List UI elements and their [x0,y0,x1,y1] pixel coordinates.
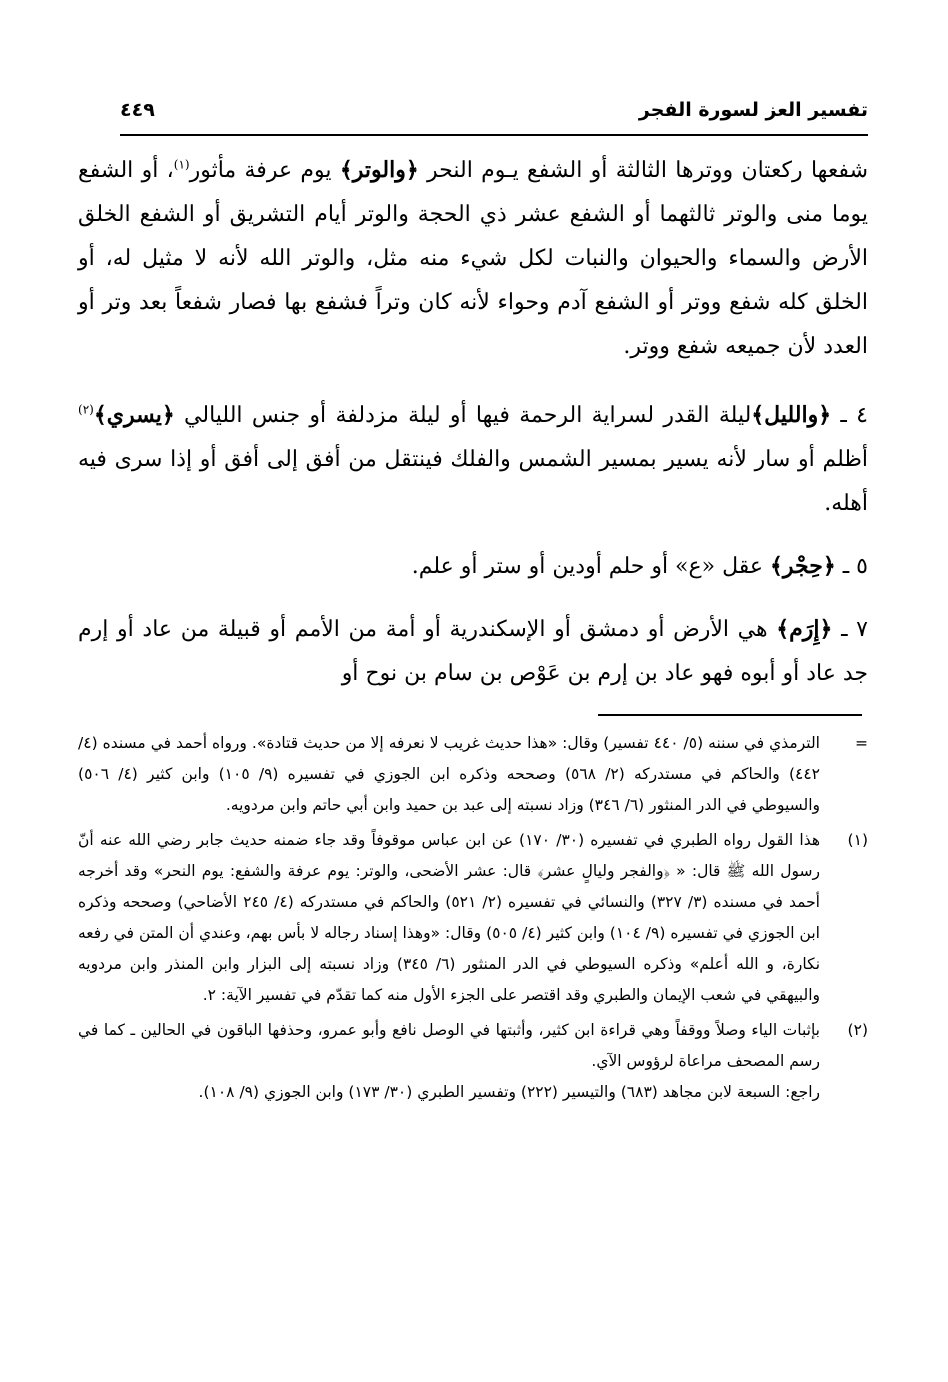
text-run: شفعها ركعتان ووترها الثالثة أو الشفع يـوم النحر [418,158,868,183]
footnote-marker: (١) [847,831,868,849]
running-header [120,96,868,136]
footnote-1 [78,825,868,1011]
text-run: يوم عرفة مأثور [189,158,340,183]
footnote-text: راجع: السبعة لابن مجاهد (٦٨٣) والتيسير (٢٢٢) وتفسير الطبري (٣٠/ ١٧٣) وابن الجوزي (٩/ ١٠٨). [198,1083,820,1101]
text-run: ، أو الشفع يوما منى والوتر ثالثهما أو الشفع عشر ذي الحجة والوتر أيام التشريق أو الشفع الخلق الأرض والسماء والحيوان والنبات لكل شيء منه مثل، والوتر الله لأنه لا مثيل له، أو الخلق كله شفع ووتر أو الشفع آدم وحواء لأنه كان وتراً فشفع بها فصار شفعاً بعد وتر أو العدد لأن جميعه شفع ووتر. [78,158,869,359]
footnote-marker: (٢) [847,1021,868,1039]
paragraph-verse-5 [78,544,868,589]
footnote-text: الترمذي في سننه (٥/ ٤٤٠ تفسير) وقال: «هذا حديث غريب لا نعرفه إلا من حديث قتادة». ورواه أحمد في مسنده (٤/ ٤٤٢) والحاكم في مستدركه (٢/ ٥٦٨) وصححه وذكره ابن الجوزي في تفسيره (٩/ ١٠٥) وابن كثير (٤/ ٥٠٦) والسيوطي في الدر المنثور (٦/ ٣٤٦) وزاد نسبته إلى عبد بن حميد وابن أبي حاتم وابن مردويه. [78,734,820,814]
header-title: تفسير العز لسورة الفجر [638,99,868,121]
paragraph-witr [78,148,868,369]
footnote-text: بإثبات الياء وصلاً ووقفاً وهي قراءة ابن كثير، وأثبتها في الوصل نافع وأبو عمرو، وحذفها الباقون في الحالين ـ كما في رسم المصحف مراعاة لرؤوس الآي. [78,1021,820,1070]
footnote-text: هذا القول رواه الطبري في تفسيره (٣٠/ ١٧٠) عن ابن عباس موقوفاً وقد جاء ضمنه حديث جابر رضي الله عنه أنّ رسول الله ﷺ قال: « ﴿والفجر وليالٍ عشر﴾ قال: عشر الأضحى، والوتر: يوم عرفة والشفع: يوم النحر» وقد أخرجه أحمد في مسنده (٣/ ٣٢٧) والنسائي في تفسيره (٢/ ٥٢١) والحاكم في مستدركه (٤/ ٢٤٥ الأضاحي) وصححه وذكره ابن الجوزي في تفسيره (٩/ ١٠٤) وابن كثير (٤/ ٥٠٥) وقال: «وهذا إسناد رجاله لا بأس بهم، وعندي أن المتن في رفعه نكارة، و الله أعلم» وذكره السيوطي في الدر المنثور (٦/ ٣٤٥) وزاد نسبته إلى البزار وابن المنذر وابن مردويه والبيهقي في شعب الإيمان والطبري وقد اقتصر على الجزء الأول منه كما تقدّم في تفسير الآية: ٢. [78,831,821,1004]
quran-word: ﴿حِجْر﴾ [770,553,836,579]
main-text [78,148,868,714]
footnotes [78,728,868,1112]
text-run: أظلم أو سار لأنه يسير بمسير الشمس والفلك فينتقل من أفق إلى أفق أو إذا سرى فيه أهله. [78,447,868,516]
quran-word: ﴿والوتر﴾ [339,157,419,183]
text-run: هي الأرض أو دمشق أو الإسكندرية أو أمة من الأمم أو قبيلة من عاد أو إرم جد عاد أو أبوه فهو عاد بن إرم بن عَوْص بن سام بن نوح أو [78,617,868,686]
footnote-ref: (٢) [78,402,94,417]
verse-number: ٤ ـ [831,403,868,428]
text-run: ليلة القدر لسراية الرحمة فيها أو ليلة مزدلفة أو جنس الليالي [174,403,752,428]
verse-number: ٧ ـ [832,617,868,642]
paragraph-verse-7 [78,607,868,696]
footnote-marker: = [855,734,868,752]
text-run: عقل «ع» أو حلم أودين أو ستر أو علم. [411,554,770,579]
footnote-2 [78,1015,868,1108]
paragraph-verse-4 [78,393,868,526]
footnote-ref: (١) [173,157,190,172]
footnote-continued [78,728,868,821]
verse-number: ٥ ـ [835,554,868,579]
quran-word: ﴿يسري﴾ [93,402,175,428]
quran-word: ﴿إِرَم﴾ [776,616,833,642]
footnote-divider [598,714,862,716]
page-number: ٤٤٩ [120,99,155,121]
quran-word: ﴿والليل﴾ [751,402,832,428]
